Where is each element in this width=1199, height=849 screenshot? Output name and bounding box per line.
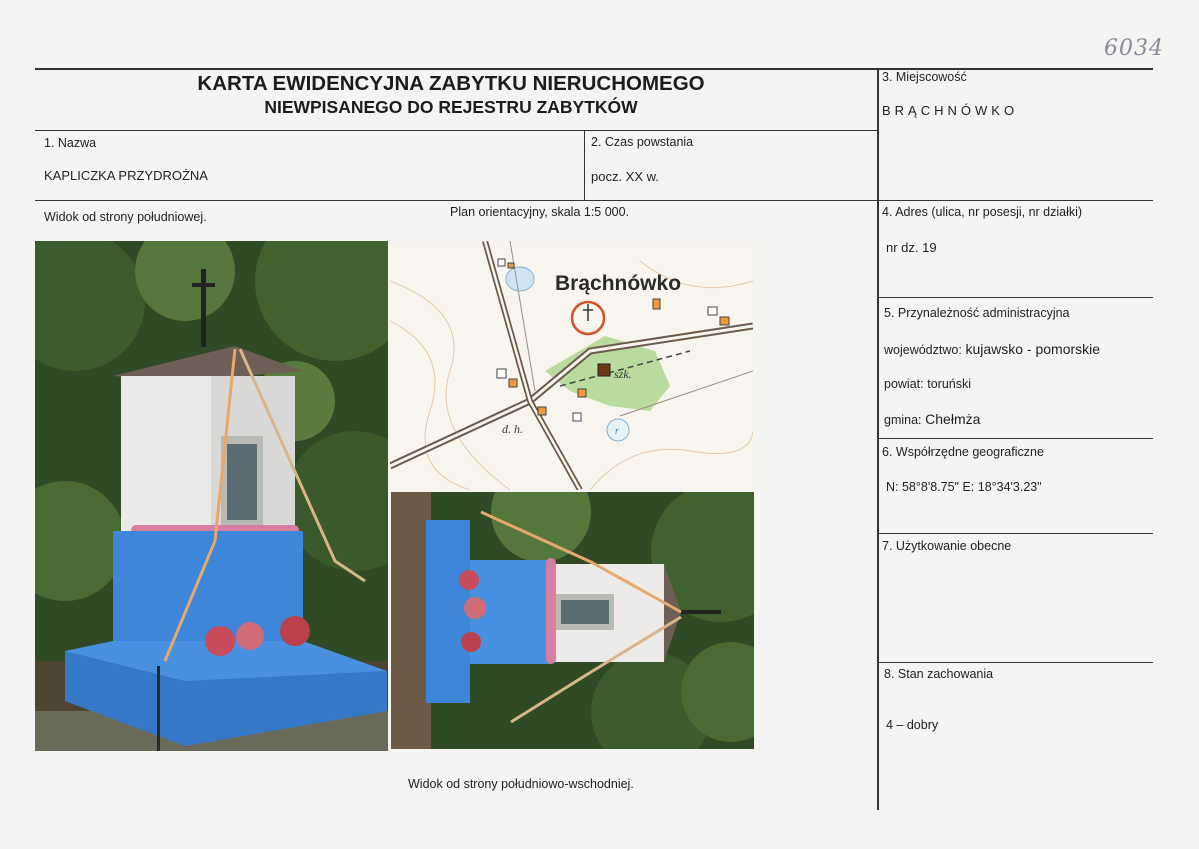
date-value: pocz. XX w. [591, 169, 659, 184]
date-label: 2. Czas powstania [591, 135, 694, 149]
chapel-south-illustration [35, 241, 388, 751]
county-row [884, 376, 971, 391]
chapel-southeast-illustration [391, 492, 754, 749]
coords-value: N: 58°8'8.75" E: 18°34'3.23" [886, 480, 1042, 494]
top-border [35, 68, 1153, 70]
sep-6-7 [877, 533, 1153, 534]
vertical-divider [877, 68, 879, 810]
card-subtitle: NIEWPISANEGO DO REJESTRU ZABYTKÓW [264, 97, 638, 117]
name-row-bottom-border [35, 200, 1153, 201]
name-value: KAPLICZKA PRZYDROŻNA [44, 168, 208, 183]
name-row-divider [584, 130, 585, 200]
voivodeship-key: województwo: [884, 343, 962, 357]
address-label: 4. Adres (ulica, nr posesji, nr działki) [882, 205, 1083, 219]
county-value: toruński [927, 377, 972, 391]
condition-value: 4 – dobry [886, 718, 939, 732]
sep-7-8 [877, 662, 1153, 663]
county-key: powiat: [884, 377, 924, 391]
map-label-school: szk. [614, 367, 632, 381]
name-label: 1. Nazwa [44, 136, 97, 150]
voivodeship-value: kujawsko - pomorskie [965, 341, 1101, 357]
header-bottom-border [35, 130, 877, 131]
caption-southeast-view: Widok od strony południowo-wschodniej. [408, 777, 634, 791]
map-drawing [390, 241, 753, 490]
admin-label: 5. Przynależność administracyjna [884, 306, 1070, 320]
handwritten-number: 6034 [1104, 36, 1164, 61]
commune-key: gmina: [884, 413, 922, 427]
locality-value: BRĄCHNÓWKO [882, 103, 1019, 118]
address-value: nr dz. 19 [886, 240, 937, 255]
caption-plan: Plan orientacyjny, skala 1:5 000. [450, 205, 630, 219]
photo-southeast-view [391, 492, 754, 749]
map-place-name: Brąchnówko [555, 272, 682, 295]
map-label-dh: d. h. [502, 422, 523, 436]
commune-value: Chełmża [925, 411, 981, 427]
locality-label: 3. Miejscowość [882, 70, 967, 84]
usage-label: 7. Użytkowanie obecne [882, 539, 1012, 553]
coords-label: 6. Współrzędne geograficzne [882, 445, 1044, 459]
voivodeship-row [884, 341, 1100, 357]
orientation-map [390, 241, 753, 490]
caption-south-view: Widok od strony południowej. [44, 210, 207, 224]
card-title: KARTA EWIDENCYJNA ZABYTKU NIERUCHOMEGO [197, 72, 705, 95]
map-label-r: r [615, 426, 619, 437]
photo-south-view [35, 241, 388, 751]
condition-label: 8. Stan zachowania [884, 667, 994, 681]
commune-row [884, 411, 980, 427]
sep-4-5 [877, 297, 1153, 298]
sep-5-6 [877, 438, 1153, 439]
